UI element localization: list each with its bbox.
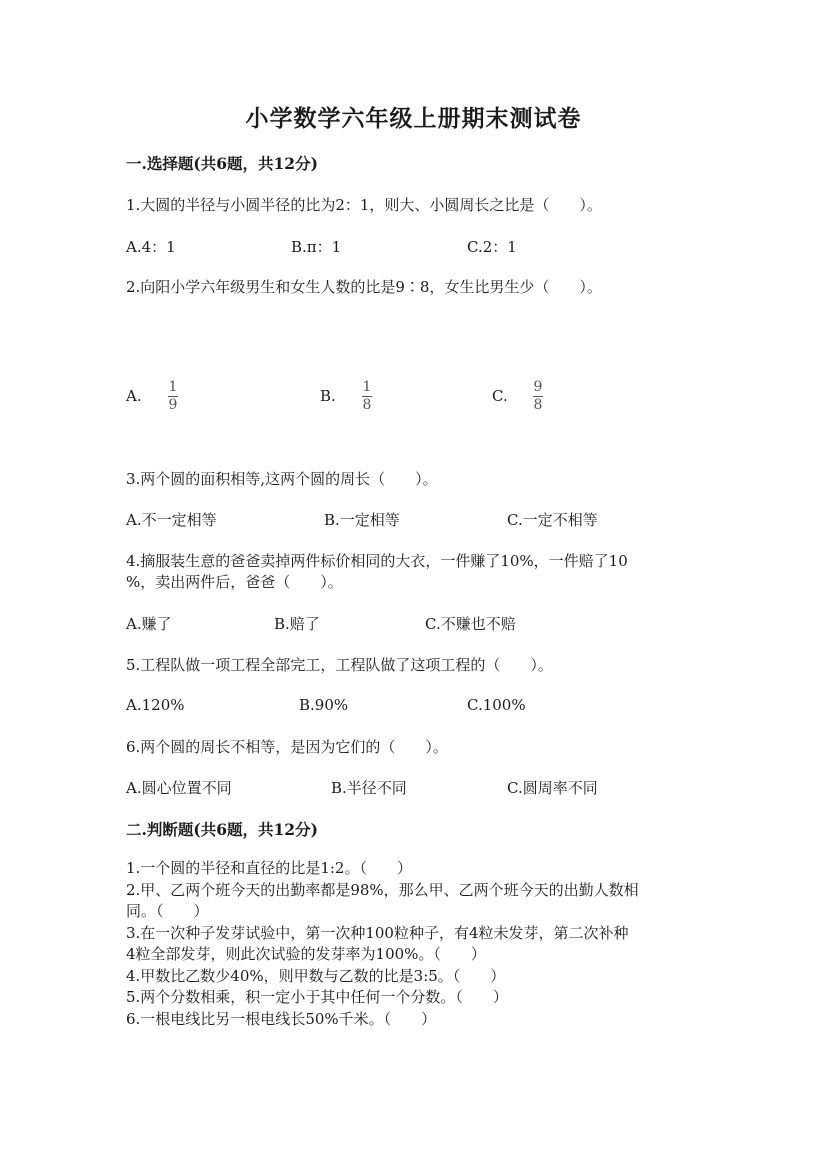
question-2: 2.向阳小学六年级男生和女生人数的比是9∶8，女生比男生少（ ）。 — [126, 278, 602, 296]
question-2-option-a-label: A. — [126, 387, 142, 405]
question-1-option-b: B.π：1 — [291, 238, 342, 256]
fraction-denominator: 9 — [168, 397, 178, 413]
true-false-line: 5.两个分数相乘，积一定小于其中任何一个分数。（ ） — [126, 988, 508, 1006]
true-false-line: 同。（ ） — [126, 902, 209, 920]
true-false-line: 4粒全部发芽，则此次试验的发芽率为100%。（ ） — [126, 945, 486, 963]
question-3-option-c: C.一定不相等 — [507, 511, 598, 529]
question-6-option-a: A.圆心位置不同 — [126, 779, 232, 797]
question-6: 6.两个圆的周长不相等，是因为它们的（ ）。 — [126, 738, 448, 756]
fraction-numerator: 1 — [168, 379, 178, 395]
fraction-denominator: 8 — [362, 397, 372, 413]
question-2-option-b-label: B. — [320, 387, 336, 405]
fraction-numerator: 1 — [362, 379, 372, 395]
true-false-line: 1.一个圆的半径和直径的比是1:2。（ ） — [126, 859, 412, 877]
fraction-denominator: 8 — [533, 397, 543, 413]
question-2-option-c-fraction — [533, 380, 543, 413]
question-1: 1.大圆的半径与小圆半径的比为2：1，则大、小圆周长之比是（ ）。 — [126, 196, 602, 214]
question-1-option-c: C.2：1 — [467, 238, 517, 256]
section-heading-choice: 一.选择题(共6题，共12分) — [126, 154, 318, 173]
true-false-line: 4.甲数比乙数少40%，则甲数与乙数的比是3:5。（ ） — [126, 967, 506, 985]
question-6-option-b: B.半径不同 — [331, 779, 407, 797]
true-false-line: 3.在一次种子发芽试验中，第一次种100粒种子，有4粒未发芽，第二次补种 — [126, 924, 629, 942]
question-1-option-a: A.4：1 — [126, 238, 176, 256]
question-4-line-1: 4.摘服装生意的爸爸卖掉两件标价相同的大衣，一件赚了10%，一件赔了10 — [126, 552, 628, 570]
section-heading-true-false: 二.判断题(共6题，共12分) — [126, 820, 318, 839]
true-false-line: 2.甲、乙两个班今天的出勤率都是98%，那么甲、乙两个班今天的出勤人数相 — [126, 881, 639, 899]
question-3: 3.两个圆的面积相等,这两个圆的周长（ ）。 — [126, 470, 438, 488]
question-4-option-a: A.赚了 — [126, 615, 172, 633]
question-2-option-a-fraction — [168, 380, 178, 413]
question-5-option-a: A.120% — [126, 696, 185, 714]
question-3-option-a: A.不一定相等 — [126, 511, 217, 529]
question-2-option-c-label: C. — [492, 387, 508, 405]
question-4-option-b: B.赔了 — [274, 615, 320, 633]
question-2-option-b-fraction — [362, 380, 372, 413]
page-title: 小学数学六年级上册期末测试卷 — [245, 105, 582, 132]
question-5-option-c: C.100% — [467, 696, 526, 714]
true-false-line: 6.一根电线比另一根电线长50%千米。（ ） — [126, 1010, 437, 1028]
question-3-option-b: B.一定相等 — [324, 511, 400, 529]
question-4-line-2: %，卖出两件后，爸爸（ ）。 — [126, 573, 343, 591]
question-5: 5.工程队做一项工程全部完工，工程队做了这项工程的（ ）。 — [126, 656, 553, 674]
question-5-option-b: B.90% — [299, 696, 349, 714]
question-6-option-c: C.圆周率不同 — [507, 779, 598, 797]
fraction-numerator: 9 — [533, 379, 543, 395]
question-4-option-c: C.不赚也不赔 — [425, 615, 516, 633]
